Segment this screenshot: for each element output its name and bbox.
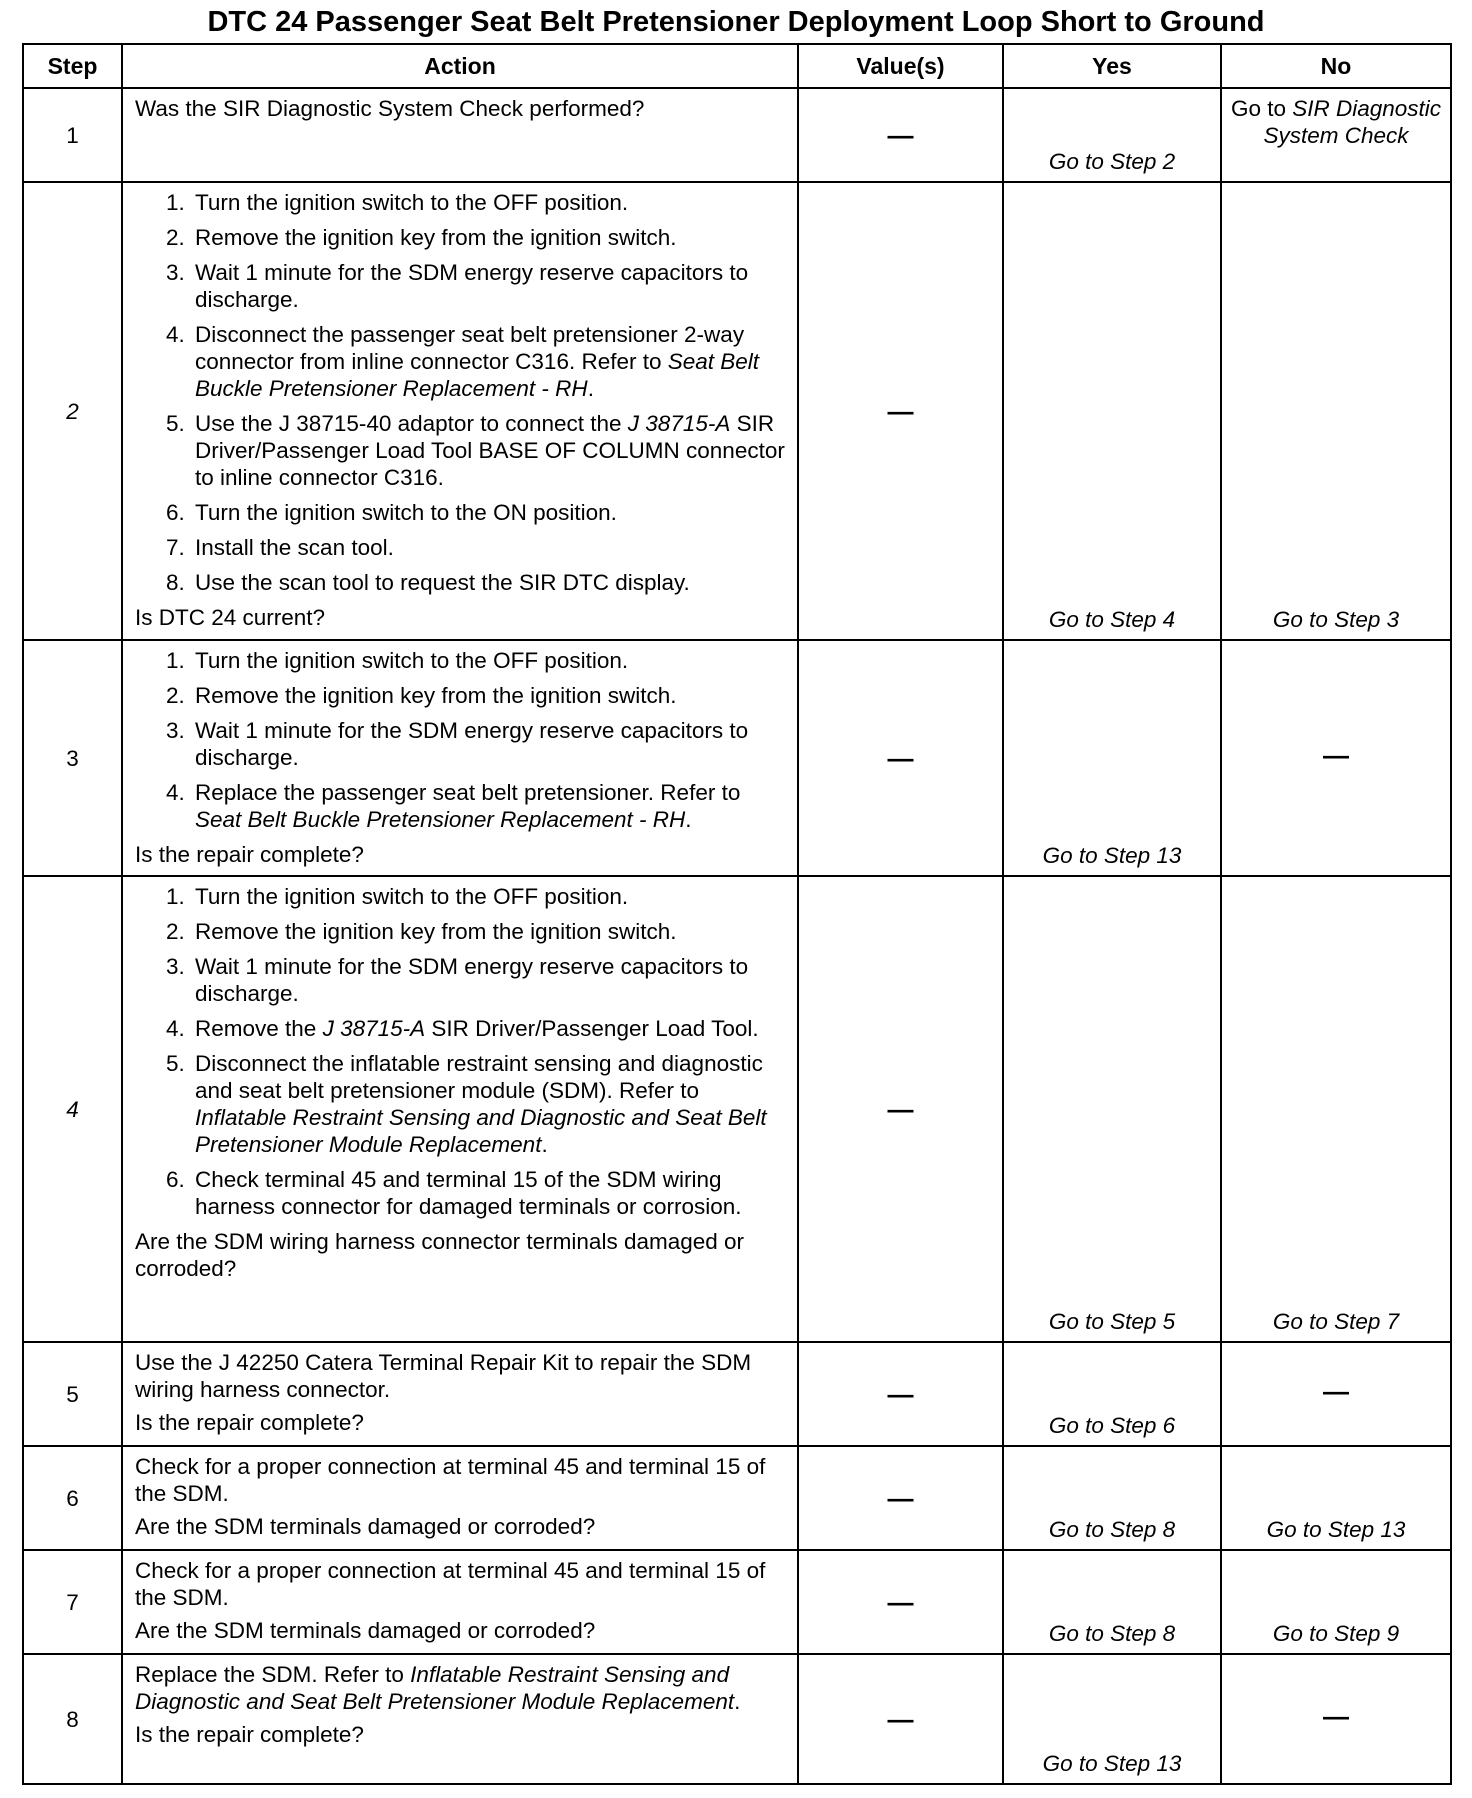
action-text: Check for a proper connection at terminal 45 and terminal 15 of the SDM. bbox=[135, 1558, 766, 1610]
action-cell bbox=[122, 88, 798, 182]
item-text: Use the J 38715-40 adaptor to connect the bbox=[195, 411, 628, 436]
item-text: Turn the ignition switch to the OFF position. bbox=[195, 884, 629, 909]
header-yes: Yes bbox=[1003, 44, 1221, 88]
step-number: 4 bbox=[23, 876, 122, 1342]
action-cell bbox=[122, 1550, 798, 1654]
action-cell bbox=[122, 1654, 798, 1784]
item-text: Turn the ignition switch to the OFF position. bbox=[195, 648, 629, 673]
header-row bbox=[23, 44, 1451, 88]
page-title: DTC 24 Passenger Seat Belt Pretensioner Deployment Loop Short to Ground bbox=[207, 6, 1265, 38]
question-text: Is the repair complete? bbox=[135, 842, 364, 867]
diagnostic-table bbox=[22, 43, 1452, 1785]
list-item bbox=[191, 918, 785, 945]
list-item bbox=[191, 224, 785, 251]
step-number: 6 bbox=[23, 1446, 122, 1550]
value-cell: — bbox=[798, 182, 1003, 640]
yes-cell: Go to Step 2 bbox=[1003, 88, 1221, 182]
header-values: Value(s) bbox=[798, 44, 1003, 88]
item-text: SIR Driver/Passenger Load Tool BASE OF COLUMN connector to inline connector C316. bbox=[195, 411, 785, 490]
no-cell: Go to Step 7 bbox=[1221, 876, 1451, 1342]
list-item bbox=[191, 410, 785, 491]
action-text: Check for a proper connection at terminal 45 and terminal 15 of the SDM. bbox=[135, 1454, 766, 1506]
value-cell: — bbox=[798, 1446, 1003, 1550]
value-cell: — bbox=[798, 88, 1003, 182]
list-item bbox=[191, 1015, 785, 1042]
action-text bbox=[135, 1661, 785, 1715]
item-text: Remove the ignition key from the ignition switch. bbox=[195, 683, 677, 708]
item-text: Check terminal 45 and terminal 15 of the SDM wiring harness connector for damaged terminals or corrosion. bbox=[195, 1167, 742, 1219]
list-item bbox=[191, 883, 785, 910]
item-text: Remove the bbox=[195, 1016, 323, 1041]
list-item bbox=[191, 534, 785, 561]
list-item bbox=[191, 321, 785, 402]
table-row bbox=[23, 1654, 1451, 1784]
question-text: Was the SIR Diagnostic System Check performed? bbox=[135, 96, 645, 121]
question-text: Is the repair complete? bbox=[135, 1410, 364, 1435]
no-cell: — bbox=[1221, 640, 1451, 876]
item-text: . bbox=[734, 1689, 741, 1714]
item-text: Replace the SDM. Refer to bbox=[135, 1662, 411, 1687]
action-cell bbox=[122, 640, 798, 876]
header-action: Action bbox=[122, 44, 798, 88]
item-reference: J 38715-A bbox=[322, 1016, 426, 1041]
header-step: Step bbox=[23, 44, 122, 88]
step-number: 1 bbox=[23, 88, 122, 182]
list-item bbox=[191, 647, 785, 674]
value-cell: — bbox=[798, 1342, 1003, 1446]
question-text: Is DTC 24 current? bbox=[135, 605, 326, 630]
value-cell: — bbox=[798, 1550, 1003, 1654]
item-text: . bbox=[587, 376, 594, 401]
item-text: Disconnect the inflatable restraint sensing and diagnostic and seat belt pretensioner module (SDM). Refer to bbox=[195, 1051, 763, 1103]
step-number: 7 bbox=[23, 1550, 122, 1654]
action-list bbox=[135, 647, 785, 833]
no-cell: — bbox=[1221, 1342, 1451, 1446]
step-number: 5 bbox=[23, 1342, 122, 1446]
list-item bbox=[191, 682, 785, 709]
list-item bbox=[191, 259, 785, 313]
item-text: Turn the ignition switch to the ON position. bbox=[195, 500, 617, 525]
action-list bbox=[135, 189, 785, 596]
no-cell: Go to Step 13 bbox=[1221, 1446, 1451, 1550]
item-reference: Inflatable Restraint Sensing and Diagnostic and Seat Belt Pretensioner Module Replacement bbox=[135, 1662, 735, 1714]
table-row bbox=[23, 1342, 1451, 1446]
list-item bbox=[191, 569, 785, 596]
value-cell: — bbox=[798, 876, 1003, 1342]
item-text: Remove the ignition key from the ignition switch. bbox=[195, 919, 677, 944]
item-text: . bbox=[541, 1132, 548, 1157]
item-reference: Inflatable Restraint Sensing and Diagnostic and Seat Belt Pretensioner Module Replacement bbox=[195, 1105, 767, 1157]
item-reference: Seat Belt Buckle Pretensioner Replacement - RH bbox=[195, 807, 686, 832]
action-cell bbox=[122, 876, 798, 1342]
question-text: Are the SDM terminals damaged or corroded? bbox=[135, 1618, 596, 1643]
no-cell bbox=[1221, 88, 1451, 182]
action-list bbox=[135, 883, 785, 1220]
yes-cell: Go to Step 13 bbox=[1003, 640, 1221, 876]
item-text: Replace the passenger seat belt pretensioner. Refer to bbox=[195, 780, 741, 805]
yes-cell: Go to Step 5 bbox=[1003, 876, 1221, 1342]
item-reference: Seat Belt Buckle Pretensioner Replacement - RH bbox=[195, 349, 760, 401]
yes-cell: Go to Step 8 bbox=[1003, 1446, 1221, 1550]
no-cell: Go to Step 3 bbox=[1221, 182, 1451, 640]
no-italic: SIR Diagnostic System Check bbox=[1263, 96, 1442, 148]
item-text: Wait 1 minute for the SDM energy reserve capacitors to discharge. bbox=[195, 260, 749, 312]
list-item bbox=[191, 189, 785, 216]
item-text: SIR Driver/Passenger Load Tool. bbox=[425, 1016, 759, 1041]
item-text: Install the scan tool. bbox=[195, 535, 394, 560]
step-number: 3 bbox=[23, 640, 122, 876]
item-text: Wait 1 minute for the SDM energy reserve capacitors to discharge. bbox=[195, 954, 749, 1006]
yes-cell: Go to Step 4 bbox=[1003, 182, 1221, 640]
value-cell: — bbox=[798, 640, 1003, 876]
action-cell bbox=[122, 1342, 798, 1446]
item-text: Remove the ignition key from the ignition switch. bbox=[195, 225, 677, 250]
table-row bbox=[23, 88, 1451, 182]
action-text: Use the J 42250 Catera Terminal Repair Kit to repair the SDM wiring harness connector. bbox=[135, 1350, 752, 1402]
item-text: Turn the ignition switch to the OFF position. bbox=[195, 190, 629, 215]
table-row bbox=[23, 876, 1451, 1342]
no-prefix: Go to bbox=[1230, 96, 1293, 121]
list-item bbox=[191, 1166, 785, 1220]
list-item bbox=[191, 779, 785, 833]
item-text: . bbox=[685, 807, 692, 832]
item-text: Disconnect the passenger seat belt pretensioner 2-way connector from inline connector C316. Refer to bbox=[195, 322, 745, 374]
step-number: 2 bbox=[23, 182, 122, 640]
list-item bbox=[191, 499, 785, 526]
question-text: Is the repair complete? bbox=[135, 1722, 364, 1747]
question-text: Are the SDM wiring harness connector terminals damaged or corroded? bbox=[135, 1229, 745, 1281]
item-text: Wait 1 minute for the SDM energy reserve capacitors to discharge. bbox=[195, 718, 749, 770]
table-row bbox=[23, 182, 1451, 640]
no-cell: Go to Step 9 bbox=[1221, 1550, 1451, 1654]
yes-cell: Go to Step 13 bbox=[1003, 1654, 1221, 1784]
no-cell: — bbox=[1221, 1654, 1451, 1784]
header-no: No bbox=[1221, 44, 1451, 88]
list-item bbox=[191, 953, 785, 1007]
yes-cell: Go to Step 6 bbox=[1003, 1342, 1221, 1446]
action-cell bbox=[122, 1446, 798, 1550]
value-cell: — bbox=[798, 1654, 1003, 1784]
step-number: 8 bbox=[23, 1654, 122, 1784]
item-text: Use the scan tool to request the SIR DTC display. bbox=[195, 570, 690, 595]
item-reference: J 38715-A bbox=[627, 411, 731, 436]
list-item bbox=[191, 1050, 785, 1158]
question-text: Are the SDM terminals damaged or corroded? bbox=[135, 1514, 596, 1539]
action-cell bbox=[122, 182, 798, 640]
table-row bbox=[23, 1550, 1451, 1654]
yes-cell: Go to Step 8 bbox=[1003, 1550, 1221, 1654]
list-item bbox=[191, 717, 785, 771]
table-row bbox=[23, 640, 1451, 876]
table-row bbox=[23, 1446, 1451, 1550]
